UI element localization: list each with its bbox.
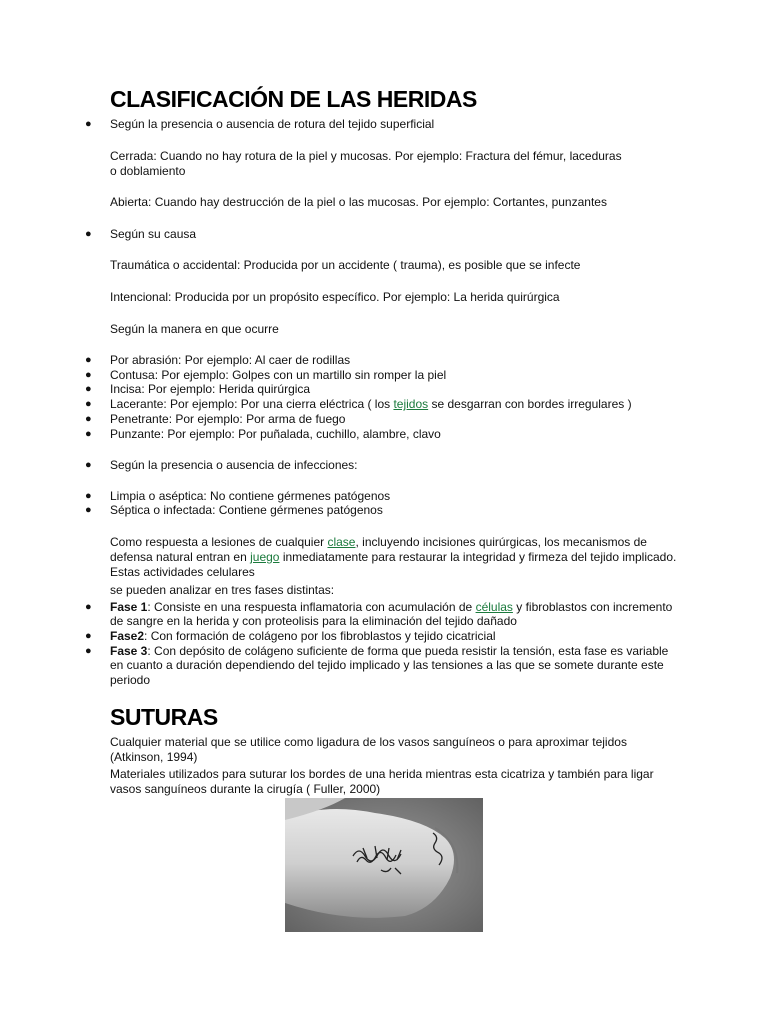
fase-2-label: Fase2 xyxy=(110,629,145,643)
fase-3-label: Fase 3 xyxy=(110,644,148,658)
fase-1-text: : Consiste en una respuesta inflamatoria con acumulación de xyxy=(147,600,476,614)
fase-3-line-2: en cuanto a duración dependiendo del tejido implicado y las tensiones a las que se somete durante este xyxy=(110,658,664,672)
fase-3-text: : Con depósito de colágeno suficiente de forma que pueda resistir la tensión, esta fase es variable xyxy=(147,644,669,658)
list-item-lacerante xyxy=(110,397,632,412)
suturas-def-1: Cualquier material que se utilice como ligadura de los vasos sanguíneos o para aproximar tejidos xyxy=(110,735,627,749)
lacerante-text: Lacerante: Por ejemplo: Por una cierra eléctrica ( los xyxy=(110,397,394,411)
link-celulas[interactable]: células xyxy=(475,600,513,614)
page-title: CLASIFICACIÓN DE LAS HERIDAS xyxy=(110,86,477,112)
link-juego[interactable]: juego xyxy=(250,550,280,564)
link-tejidos[interactable]: tejidos xyxy=(393,397,429,411)
bullet: ● xyxy=(85,369,92,381)
list-item-abrasion: Por abrasión: Por ejemplo: Al caer de rodillas xyxy=(110,353,351,367)
respuesta-text: , incluyendo incisiones quirúrgicas, los mecanismos de xyxy=(355,535,647,549)
section-manera: Según la manera en que ocurre xyxy=(110,322,279,336)
respuesta-line-2 xyxy=(110,550,676,565)
respuesta-text: defensa natural entran en xyxy=(110,550,251,564)
respuesta-line-3: Estas actividades celulares xyxy=(110,565,255,579)
list-item-contusa: Contusa: Por ejemplo: Golpes con un martillo sin romper la piel xyxy=(110,368,447,382)
paragraph-cerrada: Cerrada: Cuando no hay rotura de la piel y mucosas. Por ejemplo: Fractura del fémur, laceduras o doblamiento xyxy=(110,149,622,178)
suturas-def-2: Materiales utilizados para suturar los bordes de una herida mientras esta cicatriza y también para ligar xyxy=(110,767,654,781)
list-item-limpia: Limpia o aséptica: No contiene gérmenes patógenos xyxy=(110,489,391,503)
bullet: ● xyxy=(85,398,92,410)
paragraph-traumatica: Traumática o accidental: Producida por un accidente ( trauma), es posible que se infecte xyxy=(110,258,581,272)
bullet: ● xyxy=(85,383,92,395)
respuesta-text: Como respuesta a lesiones de cualquier xyxy=(110,535,328,549)
fase-1-line-2: de sangre en la herida y con proteolisis para la eliminación del tejido dañado xyxy=(110,614,517,628)
list-item-penetrante: Penetrante: Por ejemplo: Por arma de fuego xyxy=(110,412,346,426)
bullet: ● xyxy=(85,228,92,240)
respuesta-line-1 xyxy=(110,535,647,550)
section-causa: Según su causa xyxy=(110,227,197,241)
list-item-punzante: Punzante: Por ejemplo: Por puñalada, cuchillo, alambre, clavo xyxy=(110,427,441,441)
respuesta-line-4: se pueden analizar en tres fases distintas: xyxy=(110,583,335,597)
bullet: ● xyxy=(85,504,92,516)
bullet: ● xyxy=(85,630,92,642)
section-rotura: Según la presencia o ausencia de rotura del tejido superficial xyxy=(110,117,435,131)
section-infecciones: Según la presencia o ausencia de infecciones: xyxy=(110,458,358,472)
bullet: ● xyxy=(85,459,92,471)
list-item-septica: Séptica o infectada: Contiene gérmenes patógenos xyxy=(110,503,383,517)
suturas-def-1-ref: (Atkinson, 1994) xyxy=(110,750,198,764)
bullet: ● xyxy=(85,118,92,130)
respuesta-text: inmediatamente para restaurar la integridad y firmeza del tejido implicado. xyxy=(279,550,677,564)
fase-3 xyxy=(110,644,668,659)
lacerante-text-end: se desgarran con bordes irregulares ) xyxy=(428,397,632,411)
sutured-finger-photo xyxy=(285,798,483,932)
bullet: ● xyxy=(85,601,92,613)
fase-1 xyxy=(110,600,672,615)
bullet: ● xyxy=(85,413,92,425)
suturas-def-2-ref: vasos sanguíneos durante la cirugía ( Fuller, 2000) xyxy=(110,782,381,796)
paragraph-abierta: Abierta: Cuando hay destrucción de la piel o las mucosas. Por ejemplo: Cortantes, punzantes xyxy=(110,195,607,209)
bullet: ● xyxy=(85,354,92,366)
fase-2 xyxy=(110,629,496,644)
fase-1-label: Fase 1 xyxy=(110,600,148,614)
fase-2-text: : Con formación de colágeno por los fibroblastos y tejido cicatricial xyxy=(144,629,496,643)
link-clase[interactable]: clase xyxy=(327,535,356,549)
bullet: ● xyxy=(85,645,92,657)
paragraph-intencional: Intencional: Producida por un propósito específico. Por ejemplo: La herida quirúrgica xyxy=(110,290,560,304)
section-title-suturas: SUTURAS xyxy=(110,704,218,730)
list-item-incisa: Incisa: Por ejemplo: Herida quirúrgica xyxy=(110,382,311,396)
bullet: ● xyxy=(85,428,92,440)
fase-3-line-3: periodo xyxy=(110,673,151,687)
bullet: ● xyxy=(85,490,92,502)
fase-1-text-end: y fibroblastos con incremento xyxy=(512,600,673,614)
